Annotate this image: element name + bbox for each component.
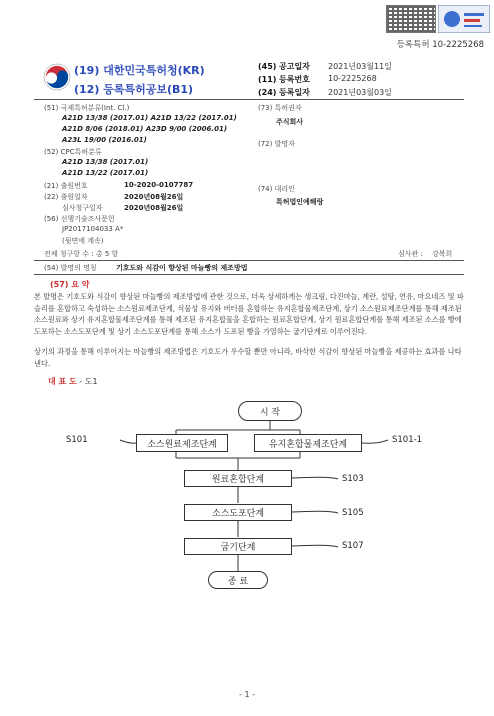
flow-start: 시 작 xyxy=(238,401,302,421)
holder-name: 주식회사 xyxy=(276,118,304,126)
exam-date-label: 심사청구일자 xyxy=(62,204,103,212)
registration-number-row: (11) 등록번호 10-2225268 xyxy=(258,74,377,84)
abstract-paragraph-2: 상기의 과정을 통해 이루어지는 마늘빵의 제조방법은 기호도가 우수할 뿐만 아니라, 바삭한 식감이 향상된 마늘빵을 제공하는 효과를 나타낸다. xyxy=(34,347,462,368)
prior-art-title: (56) 선행기술조사문헌 xyxy=(44,215,115,223)
agent-name: 특허법인예해랑 xyxy=(276,198,324,206)
invention-title: 기호도와 식감이 향상된 마늘빵의 제조방법 xyxy=(116,264,248,272)
agent-label: (74) 대리인 xyxy=(258,185,295,193)
label-s105: S105 xyxy=(342,508,364,518)
prior-art-note: (뒷면에 계속) xyxy=(62,237,104,245)
publication-date-row: (45) 공고일자 2021년03월11일 xyxy=(258,62,392,71)
examiner-name: 강복희 xyxy=(432,250,453,258)
flow-step-baking: 굽기단계 xyxy=(184,538,292,555)
gazette-title: (12) 등록특허공보(B1) xyxy=(74,83,194,96)
page-number: - 1 - xyxy=(239,690,255,699)
office-title: (19) 대한민국특허청(KR) xyxy=(74,64,205,77)
label-s101: S101 xyxy=(66,435,88,445)
cpc-row: A21D 13/38 (2017.01) xyxy=(62,158,149,166)
ipc-row: A21D 13/38 (2017.01) A21D 13/22 (2017.01) xyxy=(62,114,237,122)
label-s101-1: S101-1 xyxy=(392,435,423,445)
application-number-label: (21) 출원번호 xyxy=(44,182,88,190)
examiner-label: 심사관 : xyxy=(398,250,423,258)
inventor-label: (72) 발명자 xyxy=(258,140,295,148)
cpc-row: A21D 13/22 (2017.01) xyxy=(62,169,149,177)
holder-label: (73) 특허권자 xyxy=(258,104,302,112)
claims-count: 전체 청구항 수 : 총 5 항 xyxy=(44,250,119,258)
ipc-row: A23L 19/00 (2016.01) xyxy=(62,136,147,144)
patent-number: 등록특허 10-2225268 xyxy=(396,40,484,50)
cpc-title: (52) CPC특허분류 xyxy=(44,148,102,156)
flow-step-ingredient-mix: 원료혼합단계 xyxy=(184,470,292,487)
prior-art-item: JP2017104033 A* xyxy=(62,225,124,233)
application-number: 10-2020-0107787 xyxy=(124,181,194,189)
registration-date-row: (24) 등록일자 2021년03월03일 xyxy=(258,88,392,97)
ipc-title: (51) 국제특허분류(Int. Cl.) xyxy=(44,104,130,112)
flow-end: 종 료 xyxy=(208,571,268,589)
flow-step-sauce-prep: 소스원료제조단계 xyxy=(136,434,228,452)
flow-step-fat-mix-prep: 유지혼합물제조단계 xyxy=(254,434,362,452)
representative-figure-label: 대 표 도 xyxy=(48,377,77,386)
abstract-heading: (57) 요 약 xyxy=(50,280,90,289)
ipc-row: A21D 8/06 (2018.01) A23D 9/00 (2006.01) xyxy=(62,125,228,133)
representative-figure-value: - 도1 xyxy=(79,377,98,386)
invention-title-label: (54) 발명의 명칭 xyxy=(44,264,97,272)
label-s103: S103 xyxy=(342,474,364,484)
label-s107: S107 xyxy=(342,541,364,551)
flow-step-sauce-coating: 소스도포단계 xyxy=(184,504,292,521)
abstract-paragraph-1: 본 발명은 기호도와 식감이 향상된 마늘빵의 제조방법에 관한 것으로, 더욱 상세하게는 생크림, 다진마늘, 계란, 설탕, 연유, 마요네즈 및 파슬리를 혼합하고 숙성하는 소스원료제조단계, 식물성 유지와 버터를 혼합하는 유지혼합물제조단계, 상기 소스원료제조단계를 통해 제조된 소스원료와 상기 유지혼합물제조단계를 통해 제조된 유지혼합물을 혼합하는 원료혼합단계, 상기 원료혼합단계를 통해 제조된 소스를 빵에 도포하는 소스도포단계 및 상기 소스도포단계를 통해 소스가 도포된 빵을 가열하는 굽기단계로 이루어진다. xyxy=(34,292,464,336)
application-date: 2020년08월26일 xyxy=(124,193,184,201)
application-date-label: (22) 출원일자 xyxy=(44,193,88,201)
exam-date: 2020년08월26일 xyxy=(124,204,184,212)
